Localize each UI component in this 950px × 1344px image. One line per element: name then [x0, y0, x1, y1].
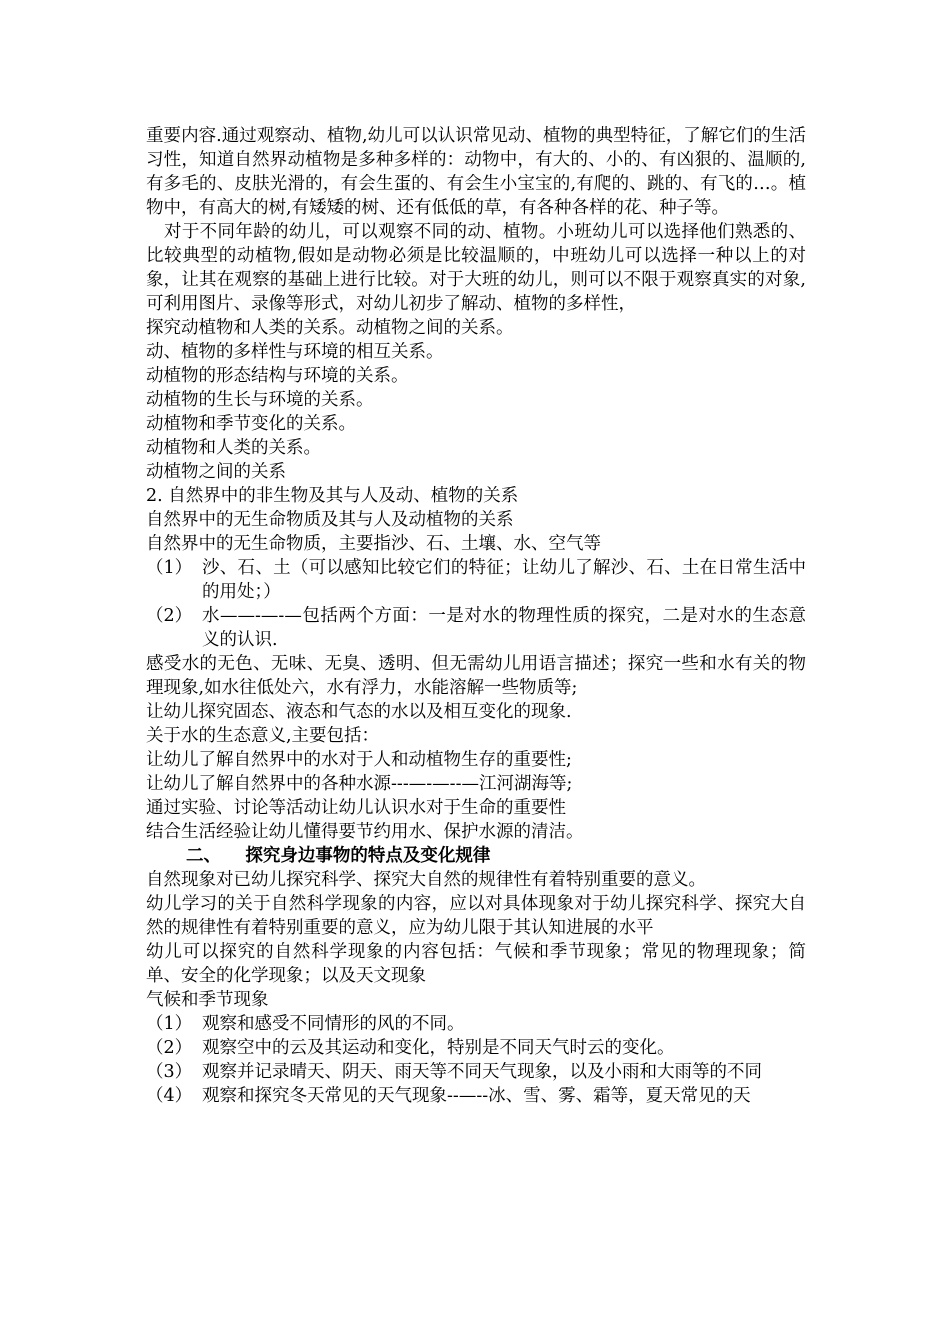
text-line: 自然界中的无生命物质及其与人及动植物的关系 [146, 510, 514, 530]
text-line: 让幼儿了解自然界中的水对于人和动植物生存的重要性; [146, 750, 572, 770]
item-text: 水——-—-—包括两个方面：一是对水的物理性质的探究，二是对水的生态意义的认识. [202, 606, 806, 650]
text-line: 动植物和季节变化的关系。 [146, 414, 356, 434]
item-text: 观察和感受不同情形的风的不同。 [202, 1014, 465, 1034]
numbered-item [146, 1084, 806, 1108]
item-number: （3） [146, 1062, 193, 1082]
text-line: 探究动植物和人类的关系。动植物之间的关系。 [146, 318, 514, 338]
paragraph: 对于不同年龄的幼儿，可以观察不同的动、植物。小班幼儿可以选择他们熟悉的、比较典型的动植物,假如是动物必须是比较温顺的，中班幼儿可以选择一种以上的对象，让其在观察的基础上进行比较。对于大班的幼儿，则可以不限于观察真实的对象,可利用图片、录像等形式，对幼儿初步了解动、植物的多样性， [146, 222, 806, 314]
numbered-item [146, 1060, 806, 1084]
text-line: 动植物的生长与环境的关系。 [146, 390, 374, 410]
paragraph: 重要内容.通过观察动、植物,幼儿可以认识常见动、植物的典型特征，了解它们的生活习性，知道自然界动植物是多种多样的：动物中，有大的、小的、有凶狠的、温顺的,有多毛的、皮肤光滑的，有会生蛋的、有会生小宝宝的,有爬的、跳的、有飞的…。植物中，有高大的树,有矮矮的树、还有低低的草，有各种各样的花、种子等。 [146, 126, 806, 218]
text-line: 让幼儿探究固态、液态和气态的水以及相互变化的现象. [146, 702, 572, 722]
item-number: （4） [146, 1086, 193, 1106]
numbered-item [146, 604, 806, 652]
text-line: 让幼儿了解自然界中的各种水源---—-—--—江河湖海等; [146, 774, 573, 794]
text-line: 动植物和人类的关系。 [146, 438, 321, 458]
numbered-item [146, 556, 806, 604]
item-number: （2） [146, 1038, 193, 1058]
text-line: 结合生活经验让幼儿懂得要节约用水、保护水源的清洁。 [146, 822, 584, 842]
text-line: 动、植物的多样性与环境的相互关系。 [146, 342, 444, 362]
numbered-item [146, 1036, 806, 1060]
section-heading: 2. 自然界中的非生物及其与人及动、植物的关系 [146, 486, 519, 506]
paragraph: 幼儿可以探究的自然科学现象的内容包括：气候和季节现象；常见的物理现象；简单、安全的化学现象；以及天文现象 [146, 942, 806, 986]
document-body [146, 124, 806, 1108]
paragraph: 感受水的无色、无味、无臭、透明、但无需幼儿用语言描述；探究一些和水有关的物理现象,如水往低处六，水有浮力，水能溶解一些物质等; [146, 654, 806, 698]
item-text: 观察和探究冬天常见的天气现象--—--冰、雪、雾、霜等，夏天常见的天 [202, 1086, 751, 1106]
item-number: （1） [146, 1014, 193, 1034]
text-line: 动植物之间的关系 [146, 462, 286, 482]
text-line: 动植物的形态结构与环境的关系。 [146, 366, 409, 386]
text-line: 气候和季节现象 [146, 990, 269, 1010]
text-line: 自然现象对已幼儿探究科学、探究大自然的规律性有着特别重要的意义。 [146, 870, 706, 890]
text-line: 自然界中的无生命物质，主要指沙、石、土壤、水、空气等 [146, 534, 601, 554]
item-number: （1） [146, 558, 193, 578]
item-text: 沙、石、土（可以感知比较它们的特征；让幼儿了解沙、石、土在日常生活中的用处；） [202, 558, 806, 602]
paragraph: 幼儿学习的关于自然科学现象的内容，应以对具体现象对于幼儿探究科学、探究大自然的规律性有着特别重要的意义，应为幼儿限于其认知进展的水平 [146, 894, 806, 938]
numbered-item [146, 1012, 806, 1036]
text-line: 关于水的生态意义,主要包括： [146, 726, 380, 746]
section-heading: 二、 探究身边事物的特点及变化规律 [186, 846, 491, 866]
item-text: 观察空中的云及其运动和变化，特别是不同天气时云的变化。 [202, 1038, 675, 1058]
text-line: 通过实验、讨论等活动让幼儿认识水对于生命的重要性 [146, 798, 566, 818]
item-number: （2） [146, 606, 193, 626]
item-text: 观察并记录晴天、阴天、雨天等不同天气现象，以及小雨和大雨等的不同 [202, 1062, 762, 1082]
